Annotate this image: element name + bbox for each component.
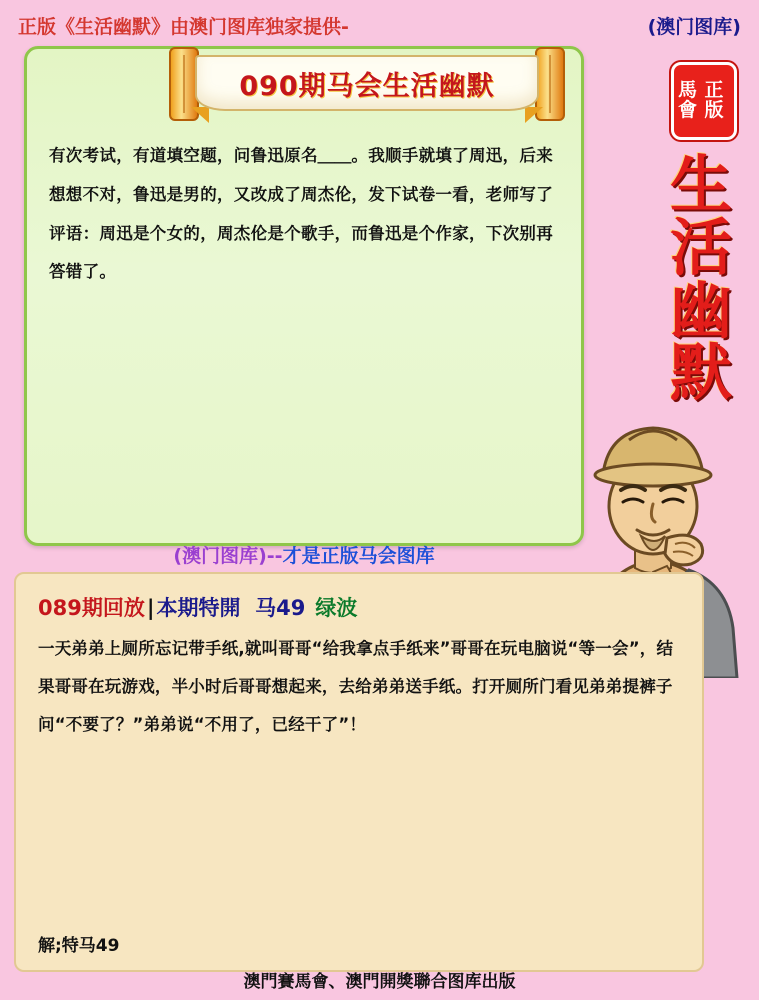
- side-title-char-2: 活: [669, 210, 732, 284]
- stamp-col-2: 馬會: [678, 79, 698, 121]
- side-title-char-1: 生: [669, 148, 732, 221]
- side-title-char-4: 默: [669, 336, 732, 410]
- replay-label: 089期回放: [38, 596, 145, 620]
- vertical-series-title: [651, 148, 751, 410]
- header-left-text: 正版《生活幽默》由澳门图库独家提供-: [18, 15, 349, 38]
- previous-joke-body: 一天弟弟上厕所忘记带手纸,就叫哥哥“给我拿点手纸来”哥哥在玩电脑说“等一会”，结果哥哥在玩游戏，半小时后哥哥想起来，去给弟弟送手纸。打开厕所门看见弟弟提裤子问“不要了？”弟弟说“不用了，已经干了”！: [38, 639, 674, 734]
- side-title-char-3: 幽: [669, 273, 732, 347]
- page-footer: 澳門賽馬會、澳門開獎聯合图库出版: [243, 972, 516, 992]
- page-header: [0, 10, 759, 40]
- official-stamp: [671, 62, 737, 140]
- heading-separator: |: [146, 596, 155, 620]
- caption-source: (澳门图库)--: [173, 545, 283, 567]
- stamp-col-1: 正版: [704, 79, 724, 121]
- previous-issue-panel: [14, 572, 704, 972]
- title-banner: [167, 41, 567, 125]
- winning-number: 马49: [255, 596, 306, 620]
- banner-ribbon: [195, 55, 539, 111]
- panel-caption: [24, 541, 584, 568]
- answer-line: 解;特马49: [38, 936, 120, 956]
- previous-issue-heading: [38, 592, 357, 622]
- joke-body-text: 有次考试，有道填空题，问鲁迅原名＿＿。我顺手就填了周迅，后来想想不对，鲁迅是男的，又改成了周杰伦，发下试卷一看，老师写了评语：周迅是个女的，周杰伦是个歌手，而鲁迅是个作家，下次别再答错了。: [49, 146, 553, 282]
- main-joke-panel: [24, 46, 584, 546]
- current-open-label: 本期特開: [156, 596, 241, 620]
- banner-wedge-right-icon: [525, 107, 543, 123]
- header-right-text: (澳门图库): [647, 15, 741, 38]
- issue-title: 090期马会生活幽默: [239, 70, 495, 102]
- wave-color: 绿波: [315, 596, 358, 620]
- caption-tagline: 才是正版马会图库: [282, 545, 435, 567]
- banner-wedge-left-icon: [191, 107, 209, 123]
